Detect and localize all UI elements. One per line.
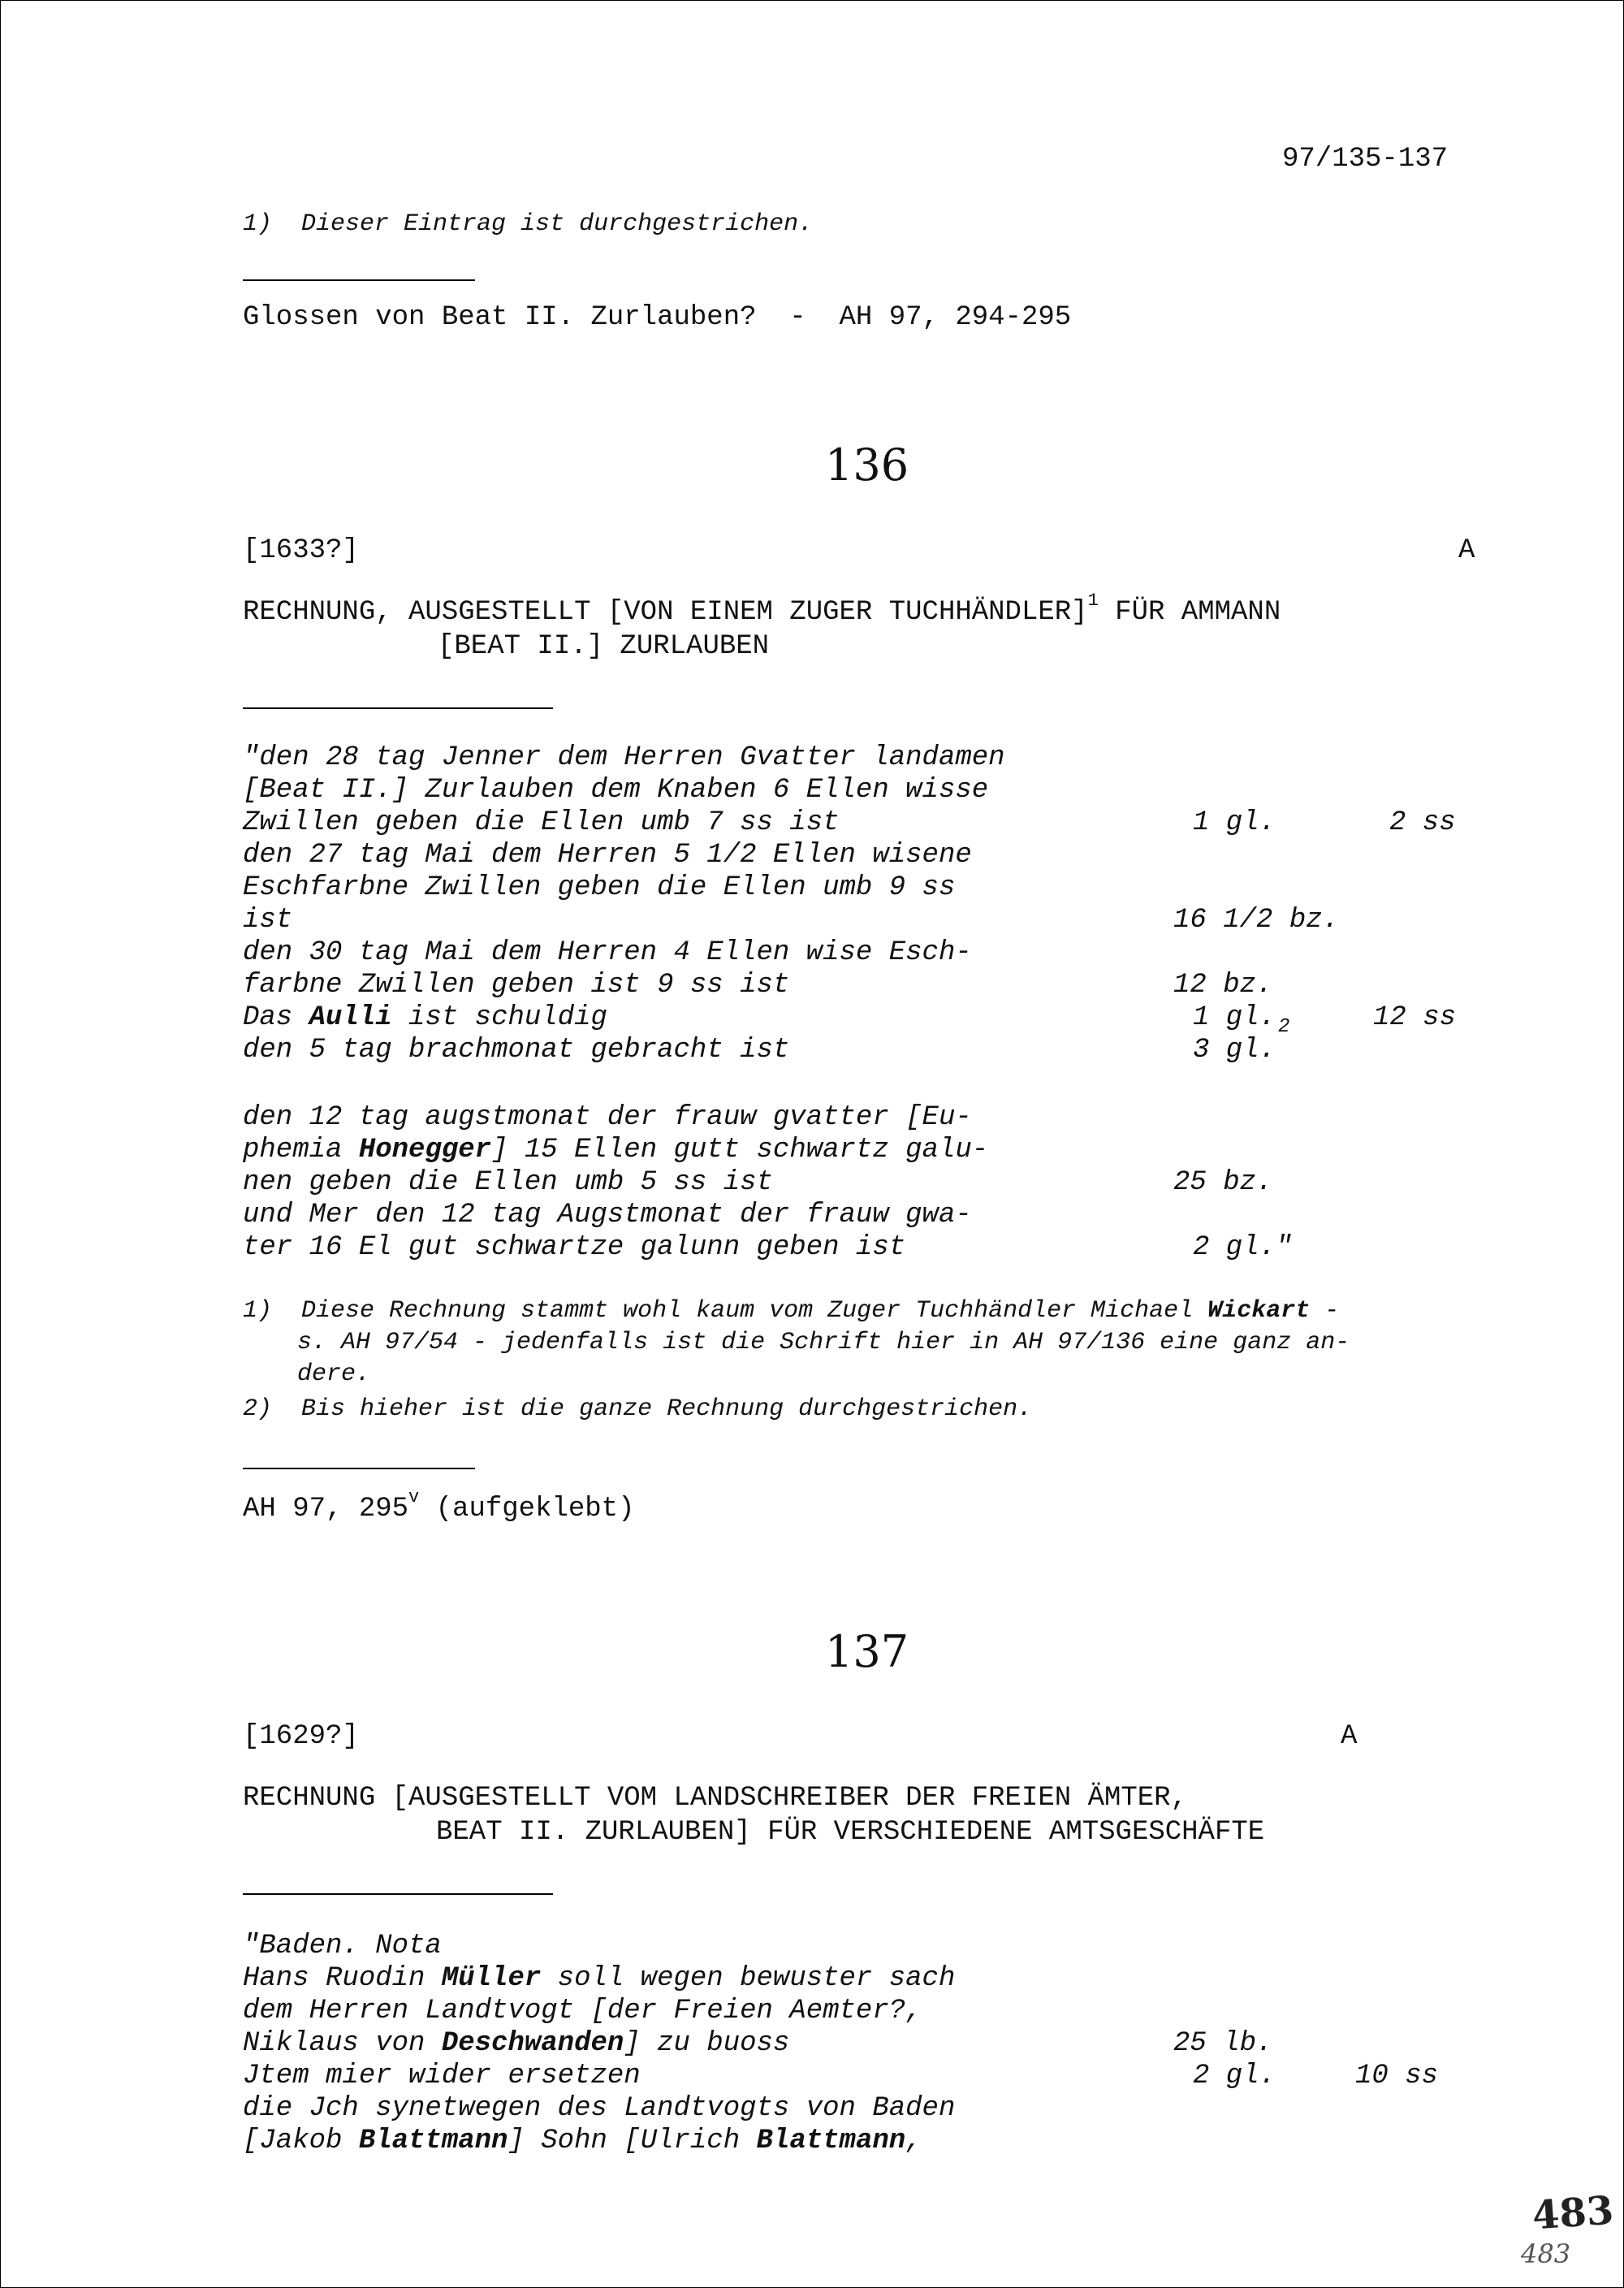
source-note: [243, 1487, 635, 1525]
amount: 3 gl.: [1193, 1035, 1276, 1066]
previous-footnote: 1) Dieser Eintrag ist durchgestrichen.: [243, 210, 814, 238]
footnote-line: dere.: [297, 1360, 371, 1388]
amount: 10 ss: [1355, 2061, 1439, 2091]
amount: 12 ss: [1373, 1002, 1457, 1033]
amount: 2 gl.": [1193, 1232, 1293, 1263]
text-segment: [Jakob: [243, 2126, 359, 2156]
name-highlight: Deschwanden: [441, 2028, 624, 2059]
name-highlight: Blattmann: [756, 2126, 906, 2156]
text-line: "den 28 tag Jenner dem Herren Gvatter landamen: [243, 742, 1005, 773]
document-title: RECHNUNG [AUSGESTELLT VOM LANDSCHREIBER DER FREIEN ÄMTER,: [243, 1783, 1187, 1814]
text-line: [243, 1136, 988, 1164]
text-line: [243, 1965, 955, 1992]
footnote-marker: 2: [1278, 1016, 1290, 1038]
text-line: Zwillen geben die Ellen umb 7 ss ist: [243, 807, 840, 838]
divider: [243, 707, 553, 709]
text-segment: ] 15 Ellen gutt schwartz galu-: [491, 1135, 989, 1166]
document-type-letter: A: [1458, 535, 1475, 566]
title-text: RECHNUNG, AUSGESTELLT [VON EINEM ZUGER TUCHHÄNDLER]: [243, 597, 1088, 628]
text-line: den 5 tag brachmonat gebracht ist: [243, 1035, 790, 1066]
footnote-line: s. AH 97/54 - jedenfalls ist die Schrift hier in AH 97/136 eine ganz an-: [297, 1329, 1350, 1356]
text-line: [243, 2030, 789, 2057]
text-line: [Beat II.] Zurlauben dem Knaben 6 Ellen wisse: [243, 775, 989, 806]
text-line: [243, 1004, 607, 1032]
text-line: "Baden. Nota: [243, 1931, 442, 1961]
text-line: Jtem mier wider ersetzen: [243, 2061, 641, 2091]
footnote-marker: 1: [1087, 590, 1099, 611]
text-line: farbne Zwillen geben ist 9 ss ist: [243, 970, 790, 1001]
text-line: die Jch synetwegen des Landtvogts von Baden: [243, 2093, 956, 2124]
name-highlight: Honegger: [358, 1135, 492, 1166]
amount: 2 ss: [1389, 807, 1456, 838]
text-segment: 1) Diese Rechnung stammt wohl kaum vom Zuger Tuchhändler Michael: [243, 1297, 1208, 1325]
text-segment: (aufgeklebt): [419, 1494, 635, 1525]
document-number: 136: [825, 439, 909, 491]
name-highlight: Müller: [441, 1963, 542, 1994]
footnote-line: 2) Bis hieher ist die ganze Rechnung durchgestrichen.: [243, 1395, 1033, 1423]
document-number: 137: [825, 1626, 909, 1677]
text-segment: ist schuldig: [391, 1002, 607, 1033]
text-line: den 30 tag Mai dem Herren 4 Ellen wise Esch-: [243, 937, 972, 968]
text-segment: ] Sohn [Ulrich: [508, 2126, 757, 2156]
text-segment: phemia: [243, 1135, 359, 1166]
text-line: ter 16 El gut schwartze galunn geben ist: [243, 1232, 906, 1263]
document-title-line2: [BEAT II.] ZURLAUBEN: [438, 631, 770, 662]
amount: 2 gl.: [1193, 2061, 1276, 2091]
text-segment: -: [1310, 1297, 1340, 1325]
amount: 1 gl.: [1193, 807, 1276, 838]
footnote-line: [243, 1299, 1339, 1323]
document-type-letter: A: [1341, 1721, 1358, 1752]
text-line: den 27 tag Mai dem Herren 5 1/2 Ellen wisene: [243, 840, 972, 871]
archive-reference: 97/135-137: [1282, 144, 1449, 175]
document-title: [243, 590, 1281, 628]
title-text: FÜR AMMANN: [1098, 597, 1281, 628]
pencil-page-number: 483: [1521, 2238, 1571, 2269]
divider: [243, 279, 475, 281]
document-date: [1633?]: [243, 535, 359, 566]
amount: 1 gl.: [1193, 1002, 1276, 1033]
amount: 12 bz.: [1173, 970, 1273, 1001]
amount: 25 bz.: [1173, 1167, 1273, 1198]
name-highlight: Wickart: [1207, 1297, 1311, 1325]
superscript: v: [408, 1487, 420, 1507]
divider: [243, 1893, 553, 1895]
name-highlight: Aulli: [309, 1002, 392, 1033]
stamped-page-number: 483: [1531, 2187, 1616, 2239]
text-line: nen geben die Ellen umb 5 ss ist: [243, 1167, 773, 1198]
text-segment: AH 97, 295: [243, 1494, 409, 1525]
gloss-note: Glossen von Beat II. Zurlauben? - AH 97, 294-295: [243, 302, 1072, 333]
text-line: dem Herren Landtvogt [der Freien Aemter?,: [243, 1996, 922, 2026]
amount: 25 lb.: [1173, 2028, 1273, 2059]
text-segment: ,: [905, 2126, 922, 2156]
document-date: [1629?]: [243, 1721, 359, 1752]
text-line: ist: [243, 905, 293, 936]
text-line: Eschfarbne Zwillen geben die Ellen umb 9 ss: [243, 872, 956, 903]
text-segment: soll wegen bewuster sach: [541, 1963, 956, 1994]
text-line: und Mer den 12 tag Augstmonat der frauw gwa-: [243, 1200, 972, 1231]
name-highlight: Blattmann: [358, 2126, 508, 2156]
text-segment: Hans Ruodin: [243, 1963, 442, 1994]
text-line: [243, 2127, 922, 2155]
text-segment: Das: [243, 1002, 309, 1033]
divider: [243, 1468, 475, 1469]
text-segment: Niklaus von: [243, 2028, 442, 2059]
amount: 16 1/2 bz.: [1173, 905, 1340, 936]
text-segment: ] zu buoss: [624, 2028, 790, 2059]
document-title-line2: BEAT II. ZURLAUBEN] FÜR VERSCHIEDENE AMTSGESCHÄFTE: [436, 1817, 1265, 1848]
text-line: den 12 tag augstmonat der frauw gvatter [Eu-: [243, 1102, 972, 1133]
